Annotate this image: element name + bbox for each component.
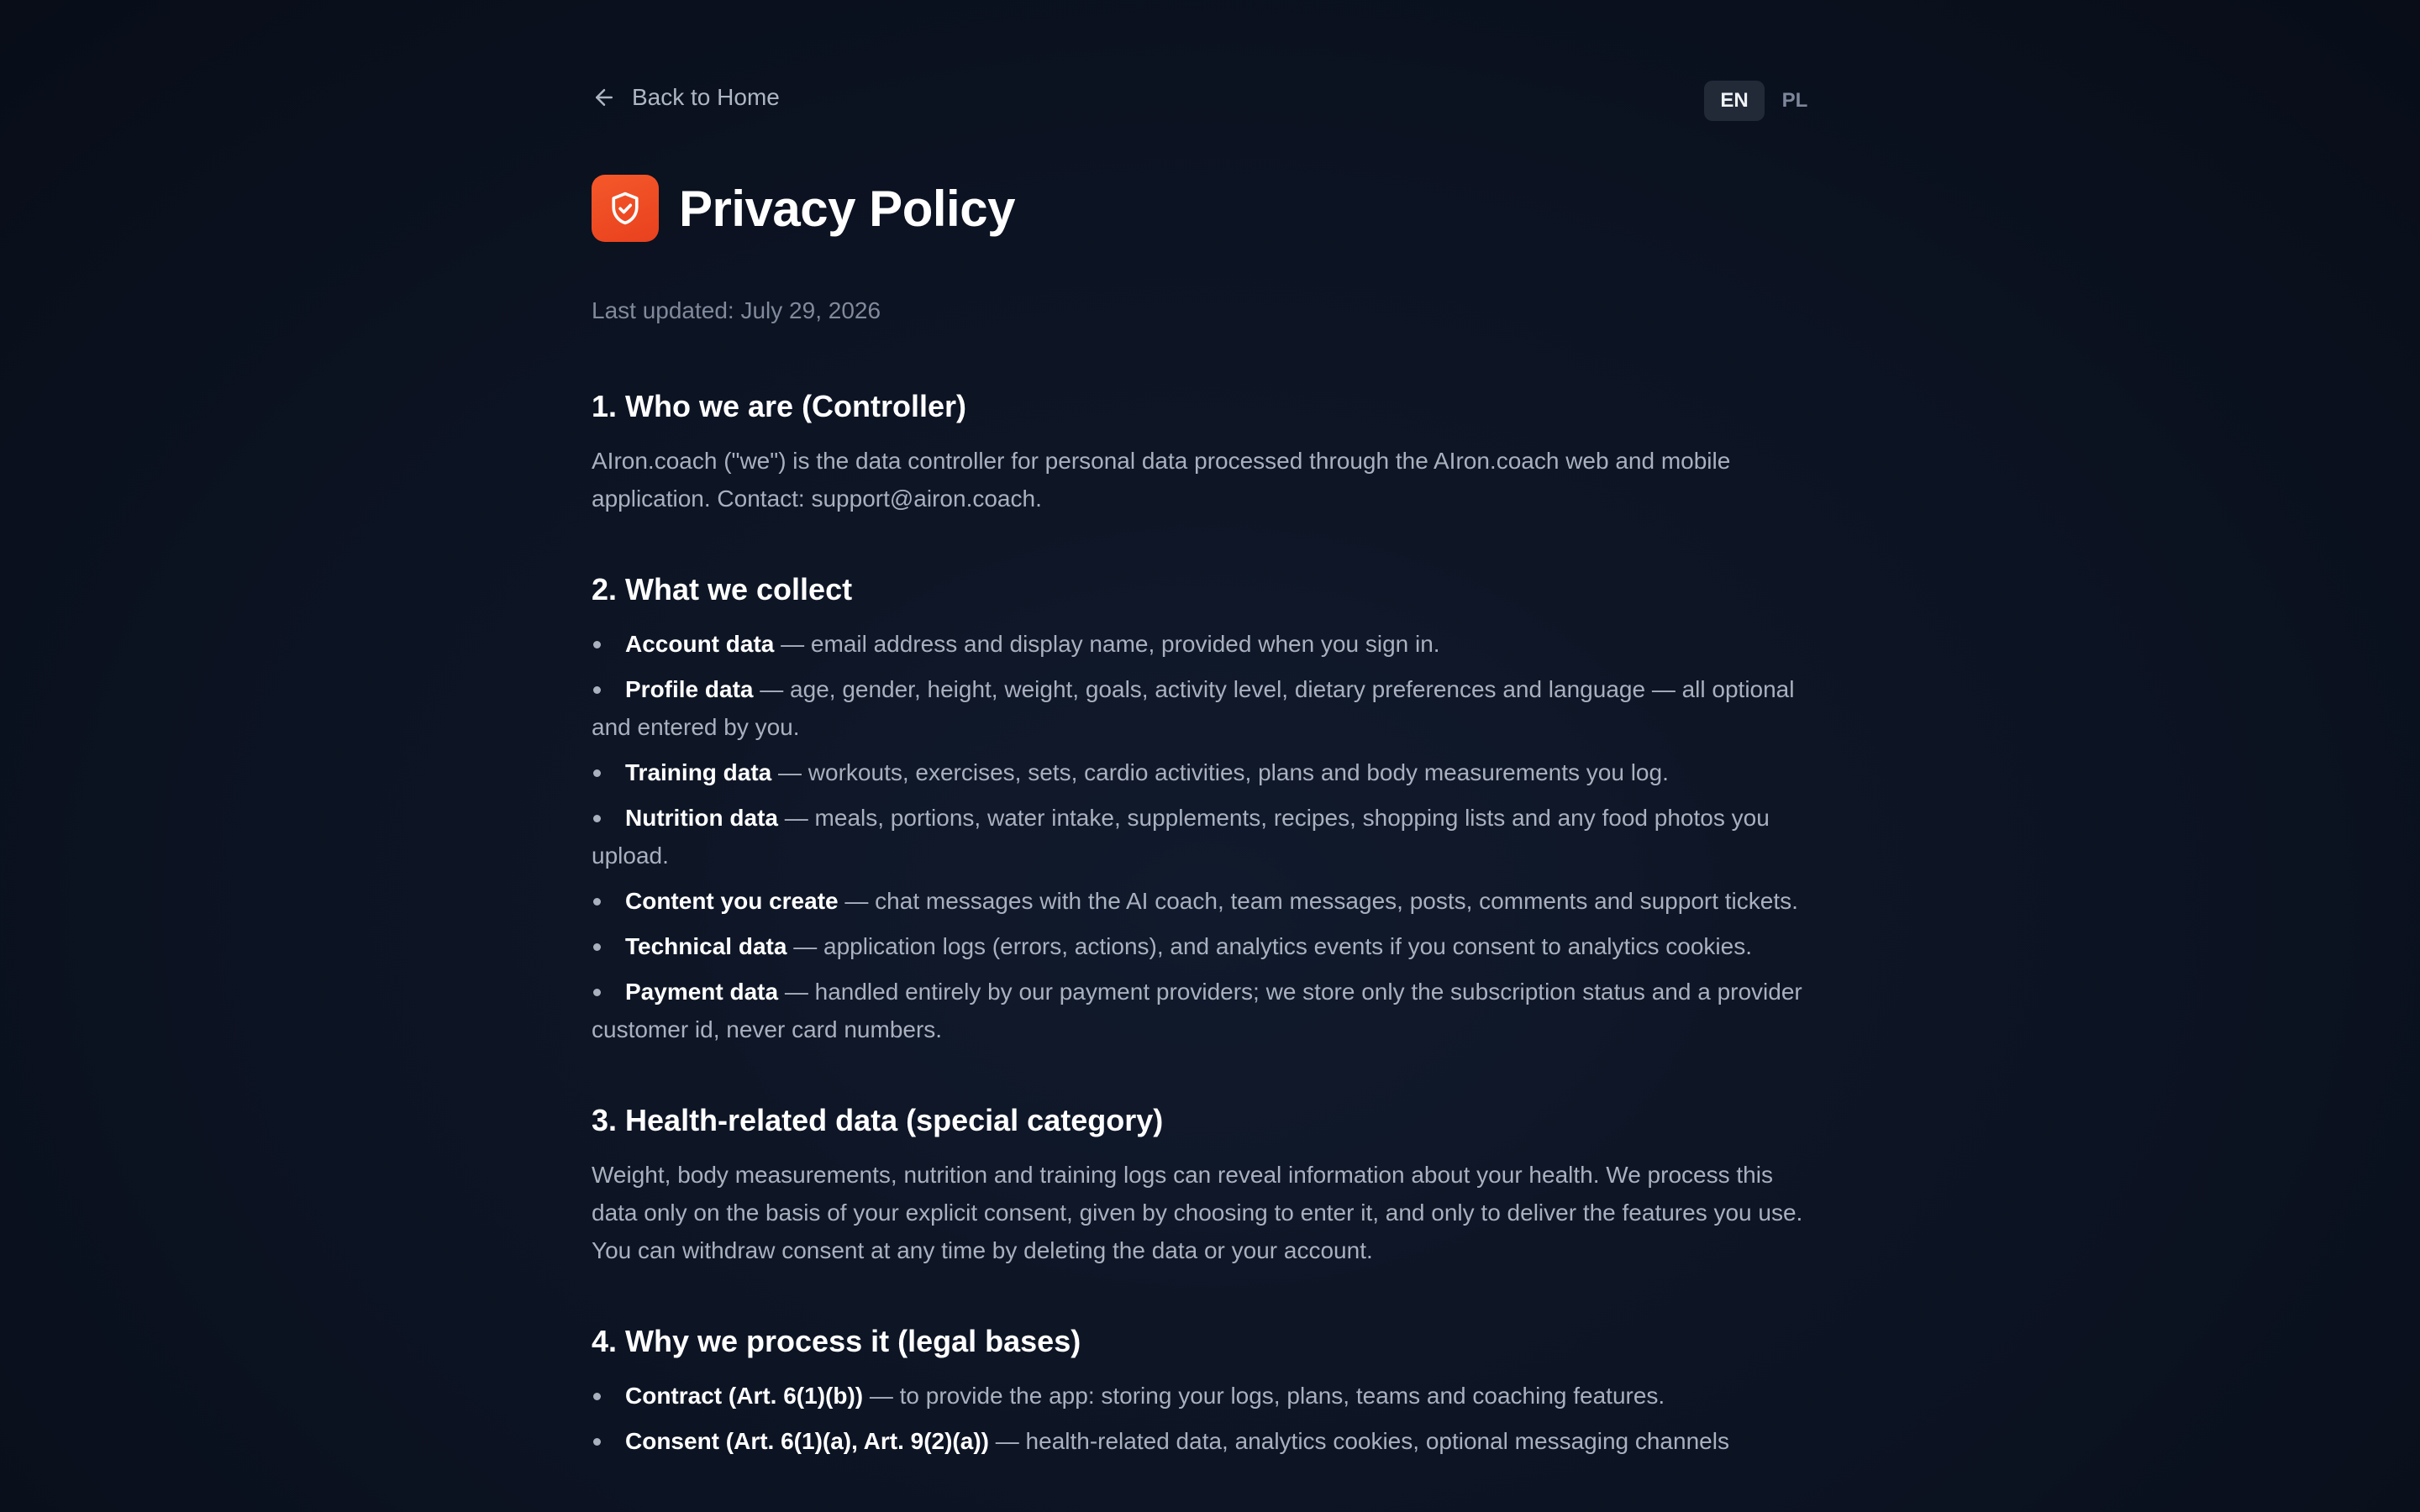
section-heading: 4. Why we process it (legal bases) xyxy=(592,1324,1081,1358)
list-item-term: Consent (Art. 6(1)(a), Art. 9(2)(a)) xyxy=(625,1428,989,1454)
list-item-term: Content you create xyxy=(625,888,839,914)
last-updated-text: Last updated: July 29, 2026 xyxy=(592,297,881,323)
list-item-text: — application logs (errors, actions), and analytics events if you consent to analytics cookies. xyxy=(786,933,1752,959)
list-item xyxy=(592,927,1825,965)
list-item xyxy=(592,882,1825,920)
list-item xyxy=(592,799,1825,874)
list-item-term: Nutrition data xyxy=(625,805,778,831)
language-en-button[interactable]: EN xyxy=(1704,81,1765,121)
section-what-we-collect xyxy=(592,570,1825,1048)
back-to-home-link[interactable] xyxy=(592,84,780,111)
list-item xyxy=(592,973,1825,1048)
list-item-text: — to provide the app: storing your logs, plans, teams and coaching features. xyxy=(863,1383,1665,1409)
list-item xyxy=(592,1377,1825,1415)
list-item-term: Training data xyxy=(625,759,772,785)
list-item-text: — handled entirely by our payment providers; we store only the subscription status and a provider customer id, never card numbers. xyxy=(592,979,1802,1042)
legal-bases-list xyxy=(592,1377,1825,1460)
shield-check-icon xyxy=(607,190,644,227)
section-body: AIron.coach ("we") is the data controller for personal data processed through the AIron.coach web and mobile application. Contact: support@airon.coach. xyxy=(592,448,1731,512)
page-title: Privacy Policy xyxy=(679,180,1015,237)
list-item-text: — age, gender, height, weight, goals, activity level, dietary preferences and language — all optional and entered by you. xyxy=(592,676,1795,740)
list-item-term: Account data xyxy=(625,631,775,657)
language-pl-button[interactable]: PL xyxy=(1781,89,1808,112)
list-item xyxy=(592,625,1825,663)
section-body: Weight, body measurements, nutrition and training logs can reveal information about your health. We process this data only on the basis of your explicit consent, given by choosing to enter it, and only to deliver the features you use. You can withdraw consent at any time by deleting the data or your account. xyxy=(592,1162,1803,1263)
section-heading: 1. Who we are (Controller) xyxy=(592,389,967,423)
list-item-text: — meals, portions, water intake, supplements, recipes, shopping lists and any food photos you upload. xyxy=(592,805,1770,869)
list-item-text: — health-related data, analytics cookies, optional messaging channels xyxy=(988,1428,1729,1454)
shield-badge xyxy=(592,175,659,242)
section-legal-bases xyxy=(592,1321,1825,1460)
section-heading: 3. Health-related data (special category) xyxy=(592,1103,1164,1137)
list-item xyxy=(592,753,1825,791)
list-item-text: — workouts, exercises, sets, cardio activities, plans and body measurements you log. xyxy=(771,759,1669,785)
list-item-term: Technical data xyxy=(625,933,787,959)
language-switcher xyxy=(1704,81,1825,121)
list-item-term: Contract (Art. 6(1)(b)) xyxy=(625,1383,864,1409)
arrow-left-icon xyxy=(592,85,617,110)
section-controller xyxy=(592,386,1825,517)
list-item xyxy=(592,1422,1825,1460)
list-item-text: — chat messages with the AI coach, team messages, posts, comments and support tickets. xyxy=(838,888,1798,914)
page-container xyxy=(592,0,1825,1454)
collected-data-list xyxy=(592,625,1825,1048)
list-item-term: Payment data xyxy=(625,979,779,1005)
top-bar xyxy=(592,0,1825,202)
list-item-term: Profile data xyxy=(625,676,754,702)
policy-content xyxy=(592,386,1825,1512)
section-heading: 2. What we collect xyxy=(592,572,853,606)
back-to-home-label: Back to Home xyxy=(632,84,780,110)
list-item xyxy=(592,670,1825,746)
title-row xyxy=(592,175,1015,242)
list-item-text: — email address and display name, provided when you sign in. xyxy=(774,631,1440,657)
section-health-data xyxy=(592,1100,1825,1269)
